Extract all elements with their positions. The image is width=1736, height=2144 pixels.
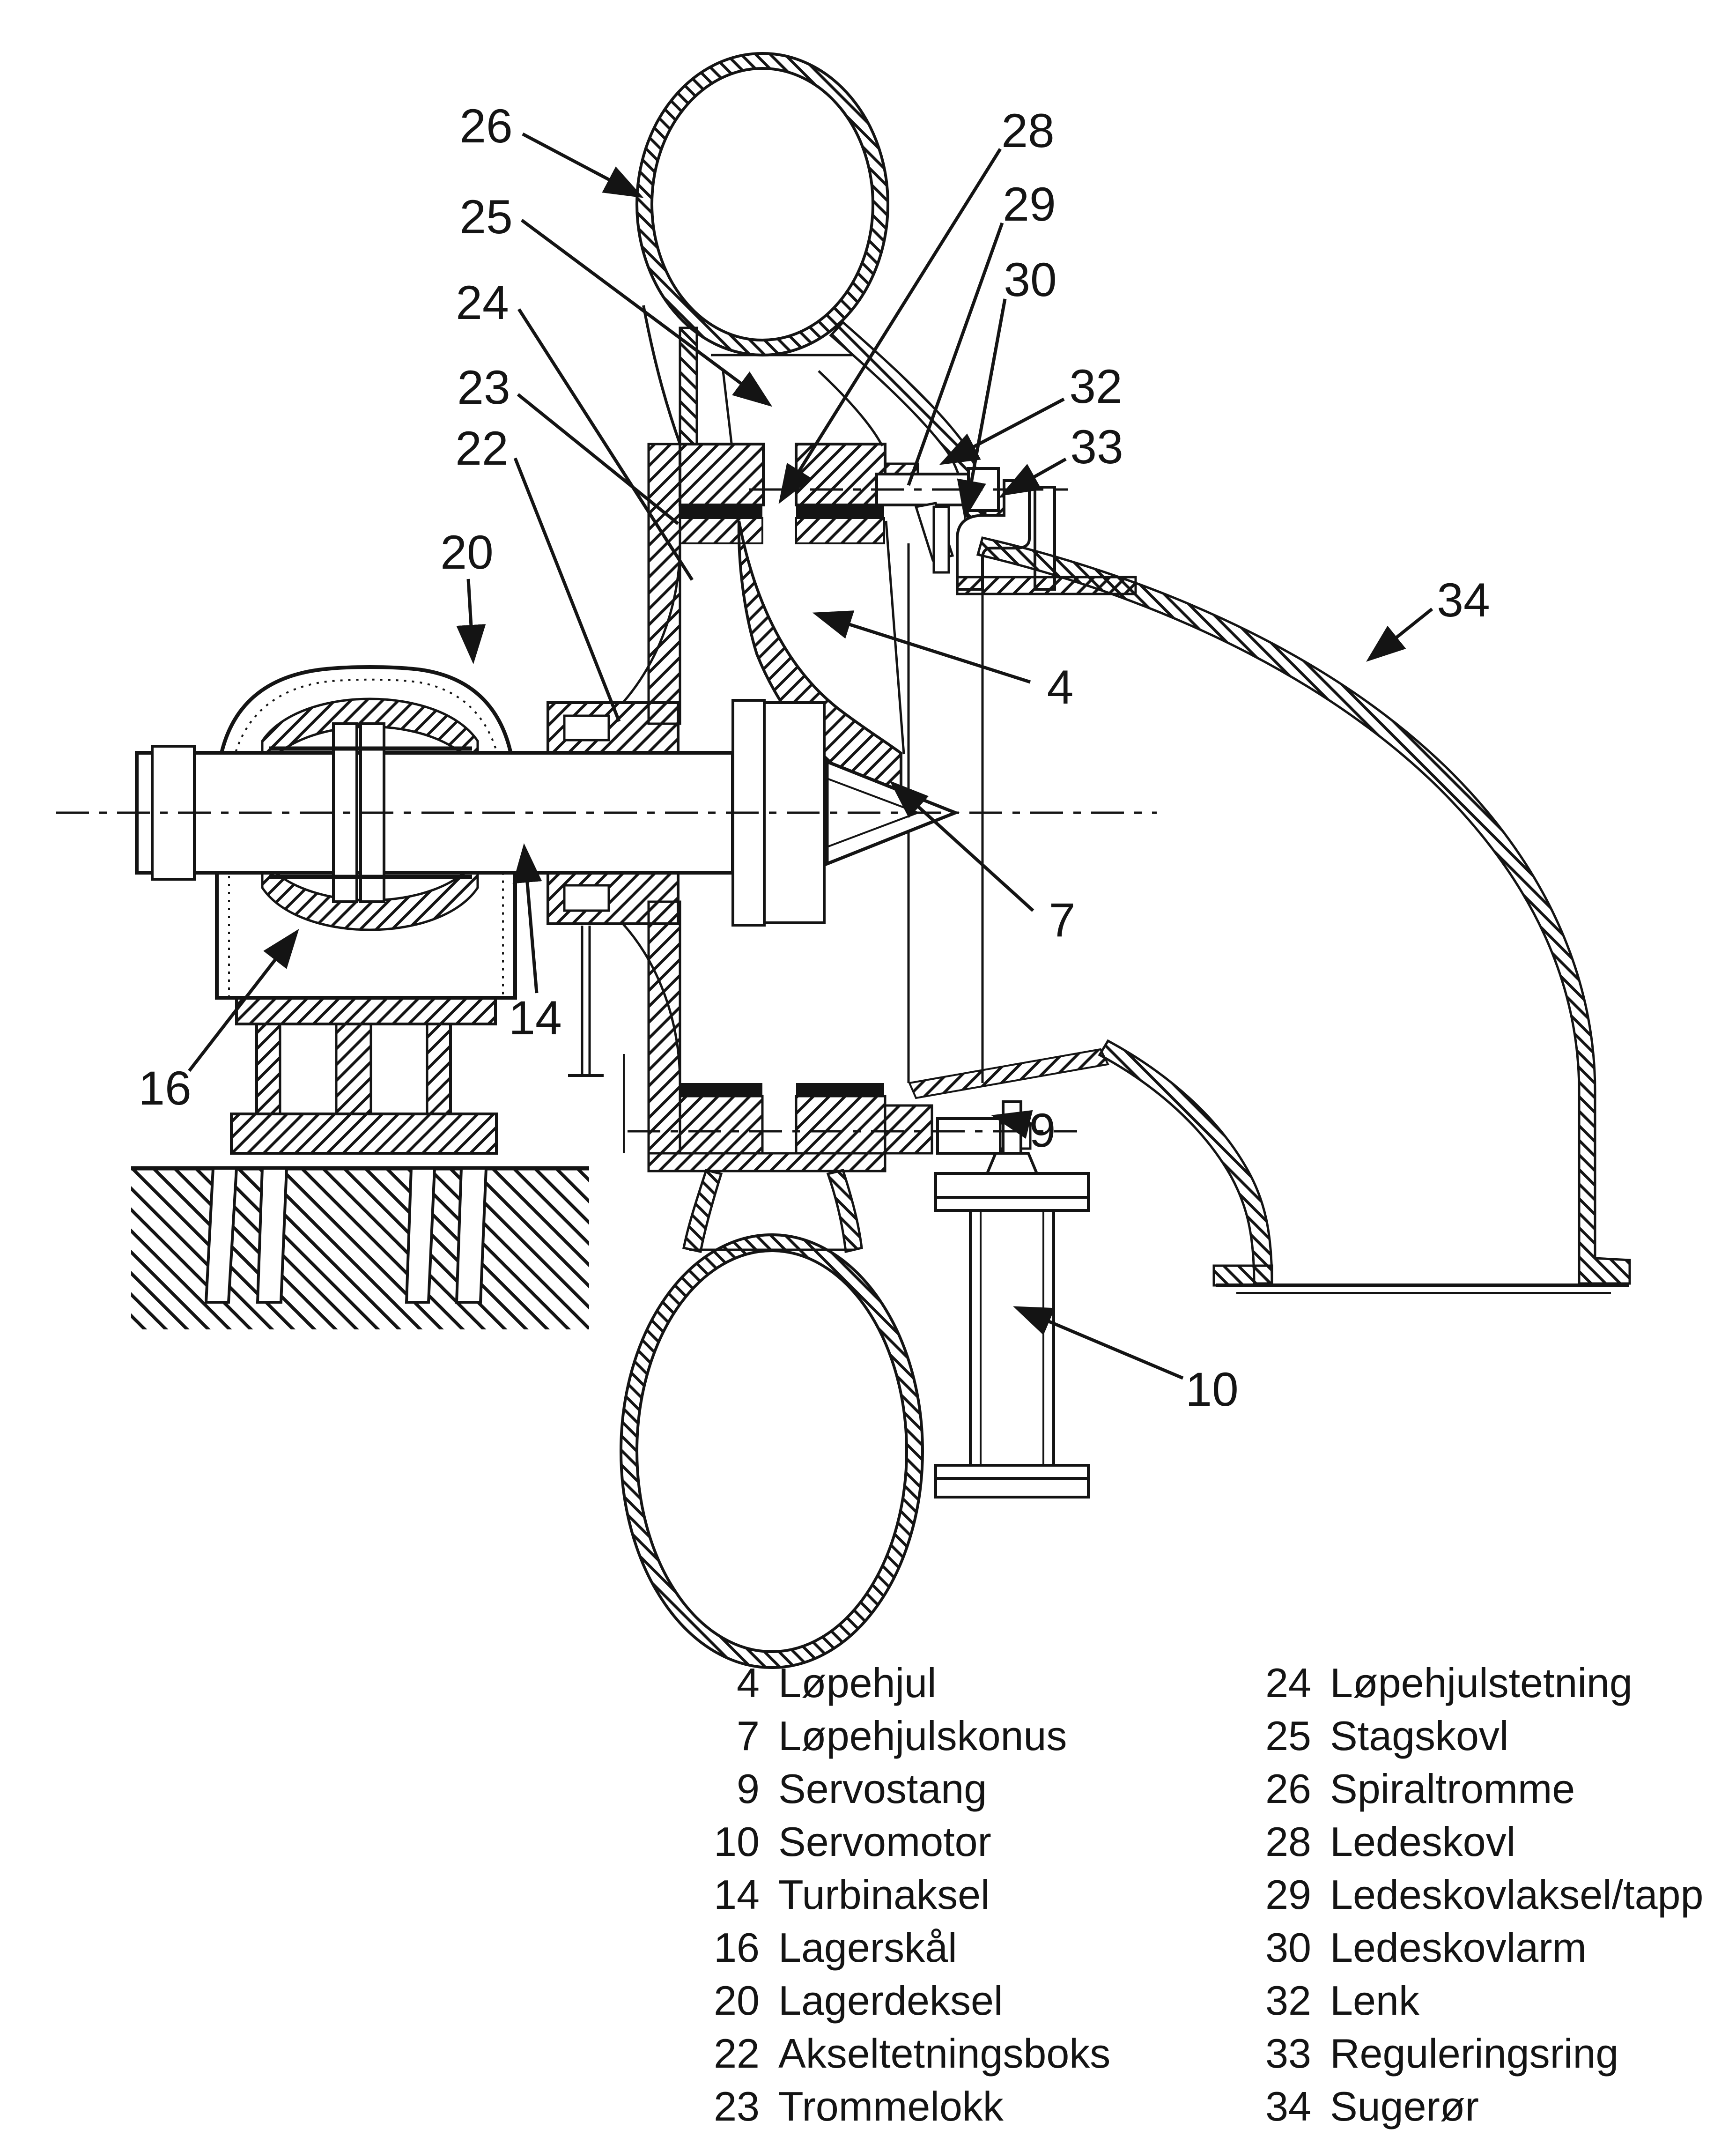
legend-num: 24 <box>1265 1660 1311 1706</box>
legend-num: 29 <box>1265 1871 1311 1918</box>
legend-label: Stagskovl <box>1330 1713 1509 1759</box>
callout-24: 24 <box>456 276 509 329</box>
servomotor-assembly <box>936 1102 1088 1497</box>
legend-num: 34 <box>1265 2083 1311 2129</box>
legend-label: Reguleringsring <box>1330 2030 1619 2077</box>
callout-23: 23 <box>457 361 510 414</box>
servo-rod <box>1003 1102 1021 1155</box>
leader-22 <box>515 458 619 721</box>
callout-33: 33 <box>1070 420 1123 474</box>
legend-label: Spiraltromme <box>1330 1766 1575 1812</box>
legend-num: 10 <box>714 1818 760 1865</box>
legend-label: Lagerskål <box>778 1924 957 1971</box>
callout-14: 14 <box>509 991 562 1045</box>
callout-26: 26 <box>459 99 513 153</box>
callout-22: 22 <box>455 422 509 475</box>
legend-label: Løpehjulstetning <box>1330 1660 1633 1706</box>
legend-label: Ledeskovl <box>1330 1818 1516 1865</box>
draft-tube-outer-wall <box>978 538 1630 1283</box>
legend-num: 20 <box>714 1977 760 2024</box>
legend-num: 26 <box>1265 1766 1311 1812</box>
legend-label: Ledeskovlaksel/tapp <box>1330 1871 1704 1918</box>
pedestal <box>231 1024 496 1153</box>
legend-label: Turbinaksel <box>778 1871 990 1918</box>
draft-tube-inner-wall <box>1100 1041 1272 1283</box>
legend-label: Løpehjul <box>778 1660 937 1706</box>
legend-num: 28 <box>1265 1818 1311 1865</box>
leader-32 <box>945 399 1064 462</box>
legend-label: Lagerdeksel <box>778 1977 1003 2024</box>
legend-label: Servostang <box>778 1766 987 1812</box>
legend-left-column <box>696 1656 1110 2133</box>
leader-4 <box>819 615 1030 682</box>
callout-28: 28 <box>1001 104 1055 157</box>
servomotor-body <box>970 1210 1054 1465</box>
foundation <box>131 1168 589 1329</box>
legend-num: 33 <box>1265 2030 1311 2077</box>
lower-spiral-section <box>621 1170 923 1668</box>
legend-label: Ledeskovlarm <box>1330 1924 1587 1971</box>
callout-20: 20 <box>440 526 494 579</box>
legend-label: Løpehjulskonus <box>778 1713 1067 1759</box>
callout-34: 34 <box>1437 573 1490 627</box>
legend-num: 25 <box>1265 1713 1311 1759</box>
leader-7 <box>894 785 1033 911</box>
callout-32: 32 <box>1069 360 1123 413</box>
legend-num: 14 <box>714 1871 760 1918</box>
legend-label: Lenk <box>1330 1977 1419 2024</box>
callout-4: 4 <box>1047 660 1074 714</box>
leader-20 <box>468 579 473 658</box>
callout-16: 16 <box>138 1061 192 1115</box>
callout-29: 29 <box>1003 178 1056 231</box>
callout-10: 10 <box>1185 1363 1239 1416</box>
callout-30: 30 <box>1004 253 1057 306</box>
callout-9: 9 <box>1029 1104 1056 1157</box>
legend-right-column <box>1248 1656 1703 2133</box>
legend-num: 23 <box>714 2083 760 2129</box>
legend-num: 7 <box>737 1713 760 1759</box>
legend-num: 16 <box>714 1924 760 1971</box>
callout-7: 7 <box>1049 893 1076 947</box>
leader-34 <box>1371 609 1432 658</box>
legend-label: Servomotor <box>778 1818 991 1865</box>
legend-label: Sugerør <box>1330 2083 1479 2129</box>
callout-25: 25 <box>459 190 513 244</box>
runner <box>739 521 955 923</box>
legend-num: 4 <box>737 1660 760 1706</box>
legend-label: Trommelokk <box>778 2083 1004 2129</box>
link <box>934 507 949 572</box>
legend-num: 30 <box>1265 1924 1311 1971</box>
legend-num: 9 <box>737 1766 760 1812</box>
legend-label: Akseltetningsboks <box>778 2030 1111 2077</box>
legend-num: 22 <box>714 2030 760 2077</box>
legend-num: 32 <box>1265 1977 1311 2024</box>
leader-26 <box>523 134 638 195</box>
